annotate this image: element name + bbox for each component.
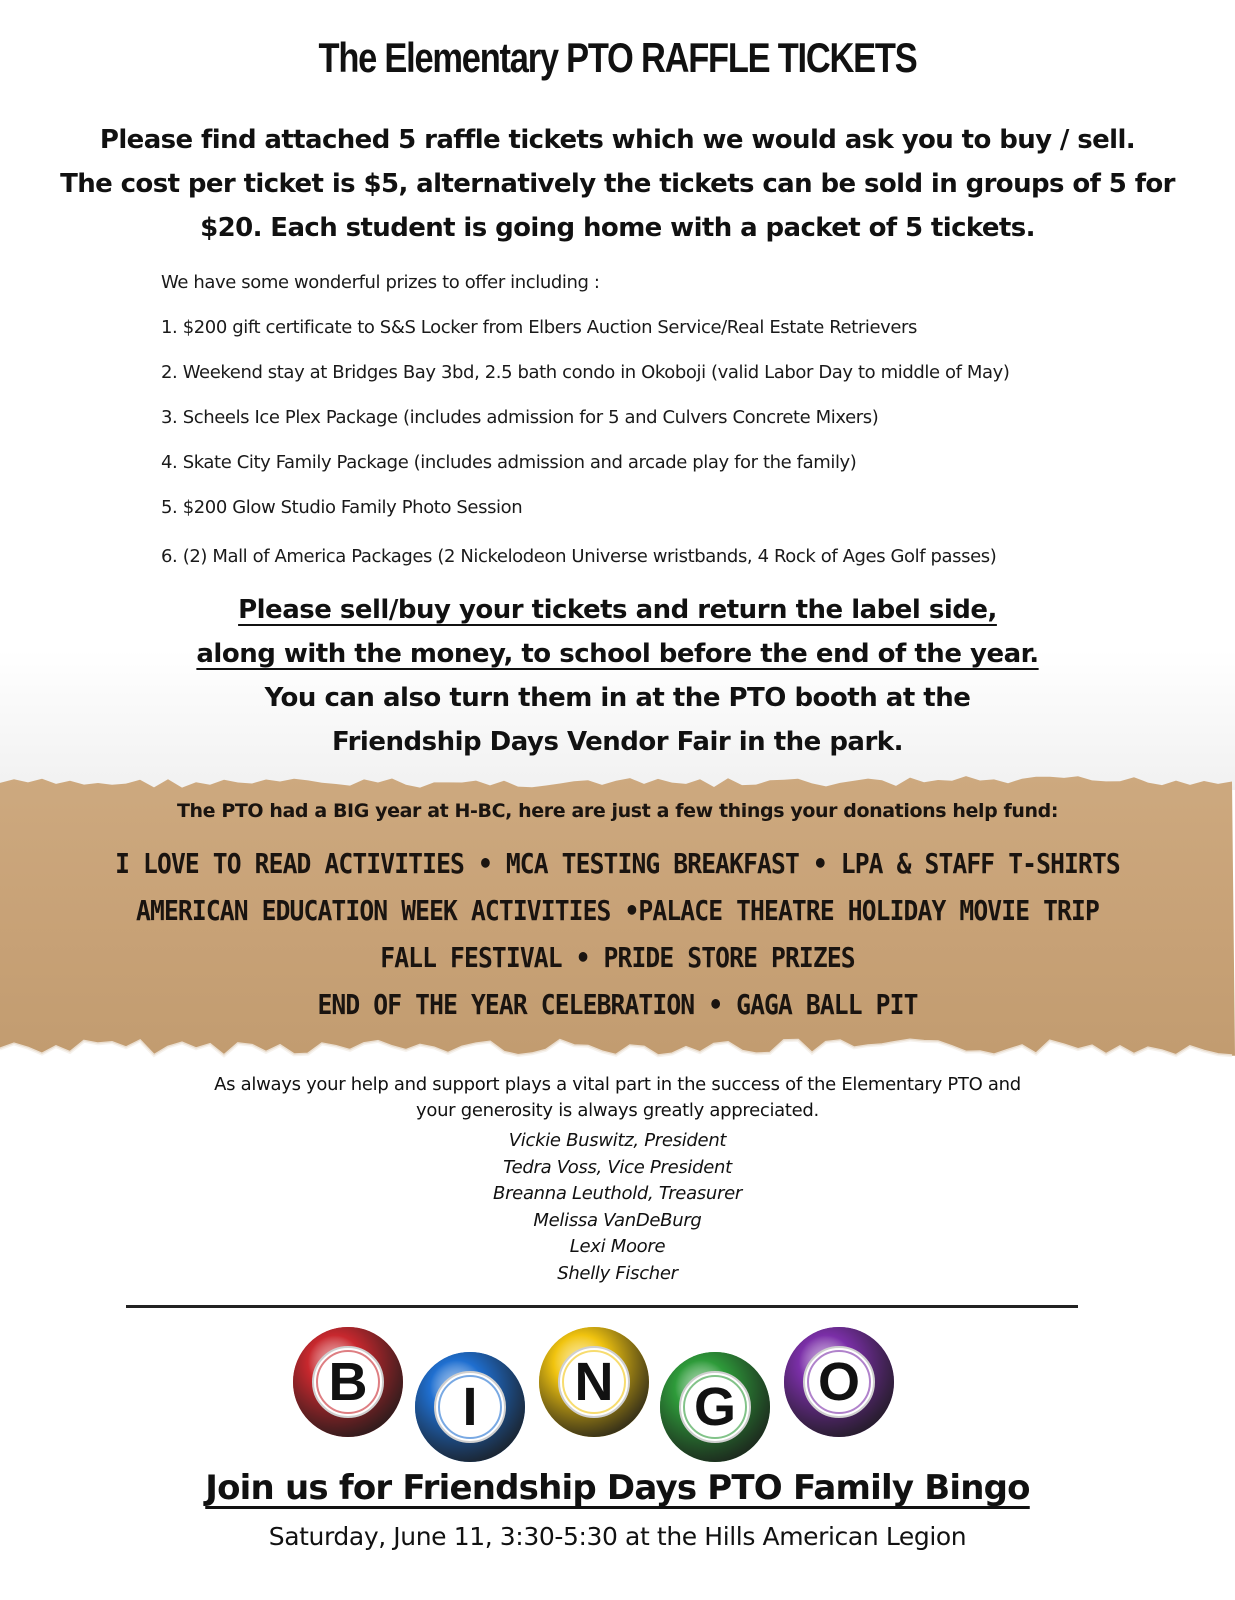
intro-paragraph [60,118,1175,250]
closing-line: your generosity is always greatly appreciated. [416,1100,819,1121]
prize-item: 1. $200 gift certificate to S&S Locker from Elbers Auction Service/Real Estate Retrievers [161,317,918,338]
prize-item: 2. Weekend stay at Bridges Bay 3bd, 2.5 bath condo in Okoboji (valid Labor Day to middle of May) [161,362,1010,383]
prize-item: 5. $200 Glow Studio Family Photo Session [161,497,523,518]
bingo-ball-i-icon [413,1350,527,1464]
signer: Shelly Fischer [557,1262,678,1284]
prize-item: 6. (2) Mall of America Packages (2 Nickelodeon Universe wristbands, 4 Rock of Ages Golf passes) [161,546,997,567]
return-line: You can also turn them in at the PTO booth at the [264,683,971,713]
bingo-letter: B [328,1352,368,1412]
closing-line: As always your help and support plays a vital part in the success of the Elementary PTO and [214,1074,1021,1095]
funded-line: END OF THE YEAR CELEBRATION • GAGA BALL PIT [317,988,918,1021]
prize-item: 4. Skate City Family Package (includes admission and arcade play for the family) [161,452,857,473]
prize-item: 3. Scheels Ice Plex Package (includes admission for 5 and Culvers Concrete Mixers) [161,407,879,428]
funding-lead: The PTO had a BIG year at H-BC, here are just a few things your donations help fund: [176,800,1059,822]
signer: Lexi Moore [569,1236,666,1257]
return-line-underlined: Please sell/buy your tickets and return the label side, [238,595,997,625]
intro-line: The cost per ticket is $5, alternatively the tickets can be sold in groups of 5 for [60,169,1175,199]
return-instructions [0,588,1235,764]
bingo-ball-o-icon [782,1325,896,1439]
bingo-ball-n-icon [537,1325,651,1439]
signer: Tedra Voss, Vice President [503,1156,732,1178]
bingo-letter: N [574,1352,614,1412]
return-line-underlined: along with the money, to school before the end of the year. [196,639,1039,669]
signer-list [0,1128,1235,1287]
bingo-ball-b-icon [291,1325,405,1439]
funded-line: I LOVE TO READ ACTIVITIES • MCA TESTING BREAKFAST • LPA & STAFF T-SHIRTS [115,847,1120,880]
bingo-letter: O [817,1352,860,1412]
event-time: Saturday, June 11, 3:30-5:30 at the Hills American Legion [268,1522,967,1551]
intro-line: Please find attached 5 raffle tickets which we would ask you to buy / sell. [99,125,1136,155]
signer: Vickie Buswitz, President [508,1130,727,1151]
page-title: The Elementary PTO RAFFLE TICKETS [318,34,917,81]
funded-line: AMERICAN EDUCATION WEEK ACTIVITIES •PALACE THEATRE HOLIDAY MOVIE TRIP [136,894,1099,927]
torn-paper-banner [0,772,1235,1068]
event-title: Join us for Friendship Days PTO Family Bingo [205,1468,1030,1508]
intro-line: $20. Each student is going home with a packet of 5 tickets. [200,213,1035,243]
prize-list-lead: We have some wonderful prizes to offer including : [161,272,600,293]
bingo-ball-g-icon [658,1350,772,1464]
bingo-letter: I [462,1377,478,1437]
closing-message [0,1072,1235,1124]
funded-line: FALL FESTIVAL • PRIDE STORE PRIZES [380,941,855,974]
funded-items [0,840,1235,1028]
signer: Melissa VanDeBurg [533,1209,702,1231]
section-divider [126,1305,1078,1308]
bingo-letter: G [693,1377,736,1437]
signer: Breanna Leuthold, Treasurer [493,1183,742,1204]
prize-list [161,268,1121,587]
return-line: Friendship Days Vendor Fair in the park. [332,727,903,757]
